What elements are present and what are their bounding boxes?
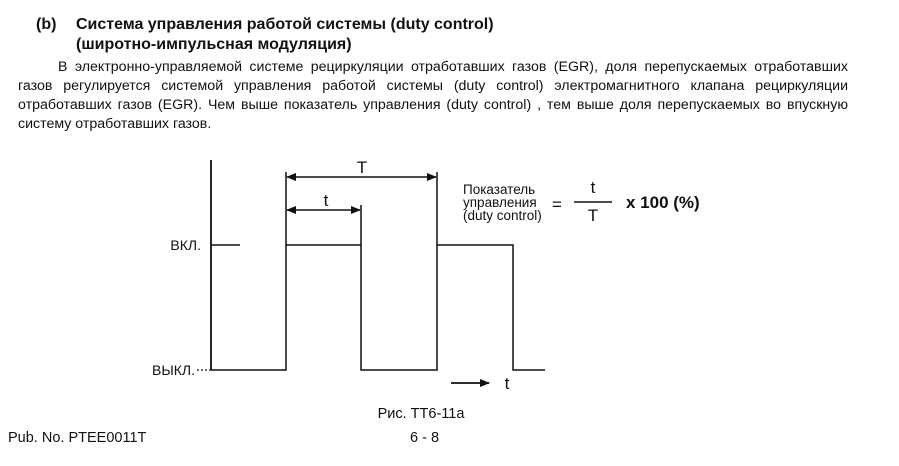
page-number: 6 - 8	[410, 430, 440, 446]
figure-caption: Рис. TT6-11a	[377, 406, 465, 422]
formula-lhs-line3: (duty control)	[463, 208, 542, 223]
formula-numerator: t	[590, 178, 596, 197]
period-label: T	[356, 158, 368, 177]
pulse-waveform	[211, 245, 545, 370]
publication-number: Pub. No. PTEE0011T	[8, 430, 147, 446]
formula-equals: =	[552, 195, 562, 214]
formula-denominator: T	[587, 206, 599, 225]
formula-multiplier: x 100 (%)	[626, 193, 700, 212]
section-title: Система управления работой системы (duty control)	[76, 16, 494, 33]
formula-lhs-line2: управления	[463, 195, 537, 210]
off-label: ВЫКЛ.	[152, 362, 195, 378]
on-label: ВКЛ.	[170, 237, 201, 253]
pulse-label: t	[323, 191, 329, 210]
section-subtitle: (широтно-импульсная модуляция)	[76, 36, 352, 53]
section-label: (b)	[36, 16, 57, 33]
time-label: t	[504, 374, 510, 393]
description-paragraph: В электронно-управляемой системе рециркуляции отработавших газов (EGR), доля перепускаемых отработавших газов регулируется системой управления работой системы (duty control) электромагнитного клапана рециркуляции отработавших газов (EGR). Чем выше показатель управления (duty control) , тем выше доля перепускаемых во впускную систему отработавших газов.	[18, 59, 848, 132]
formula-lhs-line1: Показатель	[463, 182, 536, 197]
